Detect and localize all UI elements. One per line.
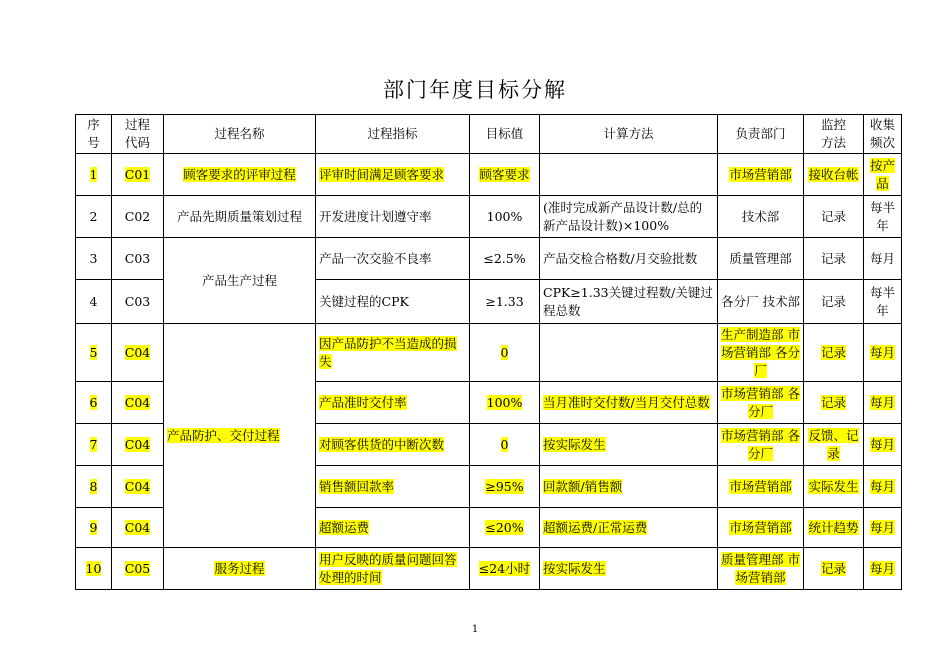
cell-seq: 2	[76, 196, 112, 238]
cell-monitor: 统计趋势	[804, 508, 864, 548]
cell-dept: 市场营销部	[718, 154, 804, 196]
table-row	[76, 324, 902, 382]
cell-target: 0	[470, 324, 540, 382]
page-title: 部门年度目标分解	[383, 78, 567, 102]
cell-method: 按实际发生	[540, 424, 718, 466]
cell-seq: 3	[76, 238, 112, 280]
cell-freq: 每月	[864, 382, 902, 424]
cell-dept: 技术部	[718, 196, 804, 238]
header-row	[76, 115, 902, 154]
cell-dept: 各分厂 技术部	[718, 280, 804, 324]
cell-monitor: 记录	[804, 548, 864, 590]
cell-target: 0	[470, 424, 540, 466]
header-code: 过程 代码	[112, 115, 164, 154]
cell-seq: 6	[76, 382, 112, 424]
cell-method: (准时完成新产品设计数/总的新产品设计数)×100%	[540, 196, 718, 238]
cell-indicator: 销售额回款率	[316, 466, 470, 508]
cell-name: 产品先期质量策划过程	[164, 196, 316, 238]
header-seq: 序 号	[76, 115, 112, 154]
header-dept: 负责部门	[718, 115, 804, 154]
cell-freq: 每半年	[864, 280, 902, 324]
cell-monitor: 记录	[804, 196, 864, 238]
cell-code: C04	[112, 508, 164, 548]
cell-method: 当月准时交付数/当月交付总数	[540, 382, 718, 424]
table-row	[76, 548, 902, 590]
cell-target: ≤20%	[470, 508, 540, 548]
header-method: 计算方法	[540, 115, 718, 154]
cell-method: 产品交检合格数/月交验批数	[540, 238, 718, 280]
cell-name: 产品生产过程	[164, 238, 316, 324]
cell-target: ≤24小时	[470, 548, 540, 590]
cell-seq: 1	[76, 154, 112, 196]
table-row	[76, 238, 902, 280]
cell-code: C01	[112, 154, 164, 196]
cell-name: 顾客要求的评审过程	[164, 154, 316, 196]
cell-monitor: 实际发生	[804, 466, 864, 508]
cell-target: 顾客要求	[470, 154, 540, 196]
cell-indicator: 产品一次交验不良率	[316, 238, 470, 280]
cell-target: ≤2.5%	[470, 238, 540, 280]
cell-indicator: 评审时间满足顾客要求	[316, 154, 470, 196]
cell-target: ≥95%	[470, 466, 540, 508]
header-freq: 收集 频次	[864, 115, 902, 154]
objectives-table	[75, 114, 902, 590]
cell-monitor: 记录	[804, 280, 864, 324]
cell-indicator: 关键过程的CPK	[316, 280, 470, 324]
cell-code: C04	[112, 424, 164, 466]
cell-indicator: 对顾客供货的中断次数	[316, 424, 470, 466]
cell-dept: 质量管理部	[718, 238, 804, 280]
cell-seq: 7	[76, 424, 112, 466]
cell-code: C05	[112, 548, 164, 590]
cell-monitor: 接收台帐	[804, 154, 864, 196]
cell-code: C04	[112, 324, 164, 382]
cell-indicator: 产品准时交付率	[316, 382, 470, 424]
cell-target: ≥1.33	[470, 280, 540, 324]
cell-indicator: 超额运费	[316, 508, 470, 548]
cell-method: CPK≥1.33关键过程数/关键过程总数	[540, 280, 718, 324]
cell-seq: 10	[76, 548, 112, 590]
cell-method: 超额运费/正常运费	[540, 508, 718, 548]
cell-code: C03	[112, 280, 164, 324]
cell-indicator: 开发进度计划遵守率	[316, 196, 470, 238]
cell-seq: 8	[76, 466, 112, 508]
cell-dept: 生产制造部 市场营销部 各分厂	[718, 324, 804, 382]
cell-monitor: 记录	[804, 382, 864, 424]
cell-freq: 每月	[864, 548, 902, 590]
cell-freq: 每半年	[864, 196, 902, 238]
cell-seq: 9	[76, 508, 112, 548]
cell-target: 100%	[470, 196, 540, 238]
cell-method	[540, 324, 718, 382]
cell-monitor: 反馈、记录	[804, 424, 864, 466]
cell-method: 回款额/销售额	[540, 466, 718, 508]
cell-freq: 每月	[864, 238, 902, 280]
cell-dept: 质量管理部 市场营销部	[718, 548, 804, 590]
header-target: 目标值	[470, 115, 540, 154]
table-row	[76, 154, 902, 196]
cell-dept: 市场营销部 各分厂	[718, 382, 804, 424]
cell-seq: 5	[76, 324, 112, 382]
table-row	[76, 196, 902, 238]
cell-method: 按实际发生	[540, 548, 718, 590]
header-name: 过程名称	[164, 115, 316, 154]
cell-method	[540, 154, 718, 196]
cell-dept: 市场营销部	[718, 466, 804, 508]
cell-indicator: 因产品防护不当造成的损失	[316, 324, 470, 382]
cell-target: 100%	[470, 382, 540, 424]
cell-freq: 每月	[864, 424, 902, 466]
cell-name: 产品防护、交付过程	[164, 324, 316, 548]
cell-dept: 市场营销部 各分厂	[718, 424, 804, 466]
page-number: 1	[471, 624, 479, 635]
cell-freq: 每月	[864, 324, 902, 382]
header-indicator: 过程指标	[316, 115, 470, 154]
cell-seq: 4	[76, 280, 112, 324]
cell-freq: 每月	[864, 508, 902, 548]
cell-indicator: 用户反映的质量问题回答处理的时间	[316, 548, 470, 590]
cell-code: C03	[112, 238, 164, 280]
cell-name: 服务过程	[164, 548, 316, 590]
cell-monitor: 记录	[804, 238, 864, 280]
cell-code: C02	[112, 196, 164, 238]
cell-dept: 市场营销部	[718, 508, 804, 548]
cell-code: C04	[112, 382, 164, 424]
header-monitor: 监控 方法	[804, 115, 864, 154]
cell-freq: 按产品	[864, 154, 902, 196]
cell-freq: 每月	[864, 466, 902, 508]
cell-code: C04	[112, 466, 164, 508]
cell-monitor: 记录	[804, 324, 864, 382]
